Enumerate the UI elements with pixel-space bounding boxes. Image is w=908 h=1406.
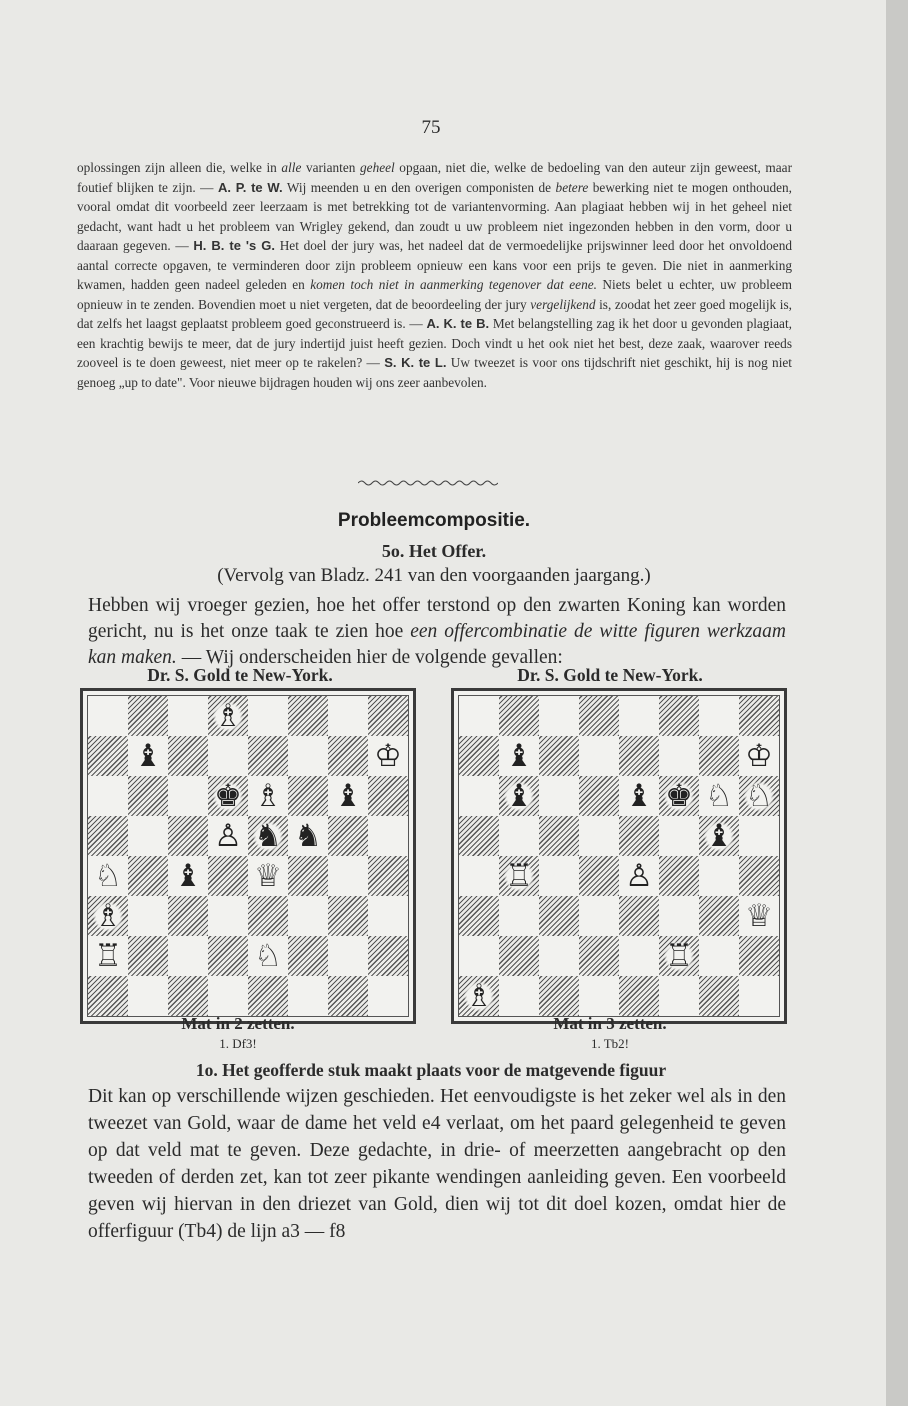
board-square [699,776,739,816]
board-square [368,696,408,736]
diagram-1-title: Dr. S. Gold te New-York. [147,665,333,685]
top-paragraph-run: S. K. te L. [384,355,447,370]
board-square [659,936,699,976]
board-square [168,856,208,896]
board-square [248,936,288,976]
board-square [659,696,699,736]
chess-piece: ♕ [254,857,282,894]
board-square [539,736,579,776]
board-square [739,816,779,856]
chess-piece: ♔ [374,737,402,774]
subheading: 1o. Het geofferde stuk maakt plaats voor de matgevende figuur [195,1060,667,1080]
board-square [168,976,208,1016]
top-paragraph [77,158,792,392]
chess-piece: ♕ [745,897,773,934]
board-square [539,776,579,816]
chess-piece: ♙ [214,817,242,854]
chess-piece: ♝ [705,817,733,854]
chess-piece: ♗ [94,897,122,934]
board-square [128,856,168,896]
board-square [579,976,619,1016]
top-paragraph-run: oplossingen zijn alleen die, welke in [77,160,282,175]
chess-diagram-2 [451,688,787,1024]
board-square [208,696,248,736]
top-paragraph-run: H. B. te 's G. [193,238,275,253]
chess-piece: ♝ [625,777,653,814]
board-square [699,936,739,976]
diagram-2-caption: Mat in 3 zetten. [553,1014,667,1033]
board-square [128,936,168,976]
diagram-1-solution: 1. Df3! [219,1036,257,1051]
top-paragraph-run: alle [281,160,302,175]
board-square [699,856,739,896]
diagram-2-solution: 1. Tb2! [590,1036,630,1051]
board-square [88,856,128,896]
body-paragraph: Dit kan op verschillende wijzen geschieden. Het eenvoudigste is het zeker wel als in den tweezet van Gold, waar de dame het veld e4 verlaat, om het paard gelegenheid te geven op dat veld mat te geven. Deze gedachte, in drie- of meerzetten aangebracht op den tweeden of derden zet, kan tot zeer pikante wendingen aanleiding geven. Een voorbeeld geven wij hiervan in den driezet van Gold, dien wij tot dit doel kozen, omdat hier de offerfiguur (Tb4) de lijn a3 — f8 [88,1086,786,1242]
chess-piece: ♘ [94,857,122,894]
chess-piece: ♘ [705,777,733,814]
board-square [88,816,128,856]
chess-piece: ♗ [254,777,282,814]
board-square [328,936,368,976]
board-square [619,696,659,736]
chess-piece: ♝ [134,737,162,774]
board-square [208,816,248,856]
chessboard-2 [459,696,779,1016]
chess-piece: ♝ [505,737,533,774]
intro-paragraph [88,593,786,671]
top-paragraph-run: betere [555,179,589,195]
chess-diagram-1 [80,688,416,1024]
board-square [288,776,328,816]
board-square [368,976,408,1016]
chess-piece: ♗ [214,697,242,734]
board-square [248,896,288,936]
board-square [288,736,328,776]
top-paragraph-run: opgaan, niet die, welke de bedoeling van den auteur zijn geweest, maar foutief blijken te zijn. — [77,160,793,195]
board-square [539,856,579,896]
chess-piece: ♝ [174,857,202,894]
board-square [128,736,168,776]
board-square [459,856,499,896]
board-square [459,976,499,1016]
board-square [699,976,739,1016]
board-square [248,776,288,816]
board-square [699,736,739,776]
board-square [88,896,128,936]
board-square [88,936,128,976]
board-square [579,696,619,736]
board-square [168,936,208,976]
chessboard-1 [88,696,408,1016]
board-square [539,936,579,976]
board-square [739,976,779,1016]
chess-piece: ♘ [254,937,282,974]
board-square [288,896,328,936]
chess-piece: ♔ [745,737,773,774]
intro-paragraph-run: — Wij onderscheiden hier de volgende gevallen: [176,647,563,668]
board-square [459,896,499,936]
board-square [739,936,779,976]
top-paragraph-run: komen toch niet in aanmerking tegenover dat eene. [310,277,597,292]
board-square [88,976,128,1016]
top-paragraph-run: A. K. te B. [426,316,490,331]
board-square [739,896,779,936]
board-square [699,816,739,856]
board-square [168,776,208,816]
board-square [368,896,408,936]
board-square [328,696,368,736]
board-square [88,776,128,816]
board-square [459,736,499,776]
board-square [208,976,248,1016]
board-square [499,816,539,856]
board-square [659,976,699,1016]
board-square [248,736,288,776]
board-square [579,816,619,856]
page-number: 75 [421,117,441,138]
board-square [499,776,539,816]
board-square [619,976,659,1016]
board-square [328,856,368,896]
board-square [539,816,579,856]
chess-piece: ♖ [505,857,533,894]
board-square [459,696,499,736]
top-paragraph-run: Niets belet u echter, uw probleem opnieuw in te zenden. Bovendien moet u niet vergeten, dat de beoordeeling der jury [77,277,793,312]
board-square [499,736,539,776]
board-square [619,936,659,976]
board-square [579,856,619,896]
decorative-divider [358,478,498,488]
chess-piece: ♙ [625,857,653,894]
top-paragraph-run: is, zoodat het zeer goed mogelijk is, dat zelfs het laagst geplaatst probleem goed geconstrueerd is. — [77,296,792,331]
top-paragraph-run: bewerking niet te mogen onthouden, vooral omdat dit voorbeeld zeer leerzaam is met betrekking tot de variantenvorming. Aan plagiaat hebben wij in het geheel niet gedacht, want hadt u het probleem van Wrigley gekend, dan zoudt u uw probleem niet ingezonden hebben in den vorm, door u daaraan gegeven. — [77,179,793,253]
board-square [328,736,368,776]
top-paragraph-run: Het doel der jury was, het nadeel dat de vermoedelijke prijswinner leed door het onvoldoend aantal correcte opgaven, te verminderen door zijn probleem opnieuw een kans voor een prijs te geven. Die niet in aanmerking kwamen, hadden geen nadeel geleden en [77,238,792,292]
board-square [328,776,368,816]
board-square [499,936,539,976]
board-square [128,816,168,856]
subsection-title: 5o. Het Offer. [381,541,487,561]
board-square [208,776,248,816]
chess-piece: ♘ [745,777,773,814]
chess-piece: ♖ [94,937,122,974]
board-square [128,976,168,1016]
top-paragraph-run: vergelijkend [530,296,596,312]
board-square [368,776,408,816]
chess-piece: ♞ [254,817,282,854]
board-square [539,696,579,736]
board-square [459,936,499,976]
board-square [88,736,128,776]
board-square [168,696,208,736]
board-square [739,856,779,896]
top-paragraph-run: Uw tweezet is voor ons tijdschrift niet geschikt, hij is nog niet genoeg „up to date". Voor nieuwe bijdragen houden wij ons zeer aanbevolen. [77,355,792,390]
board-square [579,936,619,976]
board-square [499,696,539,736]
diagram-1-caption: Mat in 2 zetten. [181,1014,295,1033]
top-paragraph-run: Met belangstelling zag ik het door u gevonden plagiaat, een krachtig bewijs te meer, dat de jury indertijd juist heeft gezien. Doch vindt u het ook niet het best, deze zaak, waarover reeds zooveel is te doen geweest, niet meer op te rakelen? — [77,316,792,370]
page-edge [886,0,908,1406]
board-square [248,976,288,1016]
board-square [208,896,248,936]
board-square [168,816,208,856]
board-square [539,896,579,936]
board-square [659,736,699,776]
board-square [659,776,699,816]
board-square [128,696,168,736]
board-square [208,936,248,976]
board-square [699,896,739,936]
board-square [248,696,288,736]
board-square [739,776,779,816]
board-square [539,976,579,1016]
board-square [699,696,739,736]
board-square [368,856,408,896]
top-paragraph-run: varianten [301,160,361,175]
board-square [288,816,328,856]
board-square [288,936,328,976]
board-square [619,896,659,936]
board-square [459,776,499,816]
board-square [739,696,779,736]
continuation-note: (Vervolg van Bladz. 241 van den voorgaanden jaargang.) [217,565,651,586]
board-square [288,696,328,736]
chess-piece: ♝ [334,777,362,814]
top-paragraph-run: Wij meenden u en den overigen componisten de [282,179,556,195]
board-square [128,896,168,936]
section-title: Probleemcompositie. [337,510,531,531]
chess-piece: ♞ [294,817,322,854]
top-paragraph-run: A. P. te W. [217,179,283,195]
chess-piece: ♚ [214,777,242,814]
board-square [328,896,368,936]
board-square [248,816,288,856]
board-square [499,896,539,936]
chess-piece: ♗ [465,977,493,1014]
board-square [499,856,539,896]
chess-piece: ♝ [505,777,533,814]
chess-piece: ♚ [665,777,693,814]
board-square [328,976,368,1016]
board-square [579,896,619,936]
board-square [659,856,699,896]
board-square [368,736,408,776]
board-square [328,816,368,856]
chess-piece: ♖ [665,937,693,974]
board-square [208,736,248,776]
board-square [368,816,408,856]
top-paragraph-run: geheel [360,160,395,175]
board-square [368,936,408,976]
board-square [579,736,619,776]
board-square [619,776,659,816]
board-square [248,856,288,896]
intro-paragraph-run: Hebben wij vroeger gezien, hoe het offer terstond op den zwarten Koning kan worden gericht, nu is het onze taak te zien hoe [88,595,786,642]
board-square [659,896,699,936]
board-square [128,776,168,816]
intro-paragraph-run: een offercombinatie de witte figuren werkzaam kan maken. [88,621,787,668]
diagram-2-title: Dr. S. Gold te New-York. [517,665,703,685]
board-square [88,696,128,736]
board-square [288,856,328,896]
board-square [459,816,499,856]
board-square [619,816,659,856]
board-square [499,976,539,1016]
board-square [739,736,779,776]
board-square [168,736,208,776]
board-square [168,896,208,936]
board-square [288,976,328,1016]
board-square [659,816,699,856]
board-square [619,856,659,896]
board-square [208,856,248,896]
board-square [579,776,619,816]
board-square [619,736,659,776]
